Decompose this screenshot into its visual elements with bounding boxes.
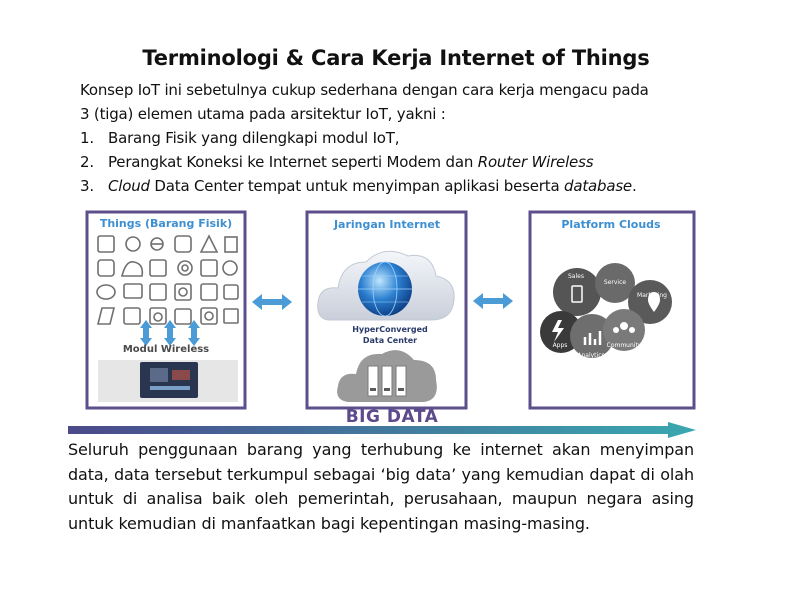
- big-data-label: BIG DATA: [345, 407, 439, 427]
- bubble-label: Apps: [552, 342, 568, 349]
- bubble-label: Marketing: [637, 292, 667, 299]
- list-text-italic: Cloud: [108, 177, 150, 195]
- datacenter-label-2: Data Center: [362, 336, 418, 345]
- cloud-platform-box: [530, 212, 694, 408]
- network-box-title: Jaringan Internet: [333, 218, 441, 231]
- things-box-title: Things (Barang Fisik): [99, 217, 233, 230]
- outro-paragraph: Seluruh penggunaan barang yang terhubung ke internet akan menyimpan data, data tersebut terkumpul sebagai ‘big data’ yang kemudian dapat di olah untuk di analisa baik oleh pemerintah, perusahaan, maupun negara asing untuk kemudian di manfaatkan bagi kepentingan masing-masing.: [68, 440, 694, 533]
- network-box: [307, 212, 466, 408]
- intro-line-2: 3 (tiga) elemen utama pada arsitektur IoT, yakni :: [80, 105, 446, 123]
- bubble-label: Community: [606, 342, 642, 349]
- bubble-label: Analytics: [577, 352, 605, 359]
- bidirectional-arrow-1: [252, 294, 292, 310]
- bubble-label: Service: [603, 279, 627, 286]
- list-number: 3.: [80, 177, 94, 195]
- page-title: Terminologi & Cara Kerja Internet of Things: [142, 46, 650, 70]
- list-text: Data Center tempat untuk menyimpan aplikasi beserta: [149, 177, 565, 195]
- modul-wireless-label: Modul Wireless: [122, 344, 210, 355]
- list-text: .: [631, 177, 637, 195]
- list-text: Barang Fisik yang dilengkapi modul IoT,: [108, 129, 400, 147]
- intro-line-1: Konsep IoT ini sebetulnya cukup sederhana dengan cara kerja mengacu pada: [80, 81, 649, 99]
- bubble-label: Sales: [568, 273, 584, 280]
- datacenter-label-1: HyperConverged: [352, 325, 428, 334]
- circuit-board-image: [98, 360, 238, 402]
- list-number: 1.: [80, 129, 94, 147]
- bidirectional-arrow-2: [473, 293, 513, 309]
- list-text-italic: Router Wireless: [477, 153, 594, 171]
- globe-icon: [358, 262, 412, 316]
- list-text-italic: database: [564, 177, 632, 195]
- list-number: 2.: [80, 153, 94, 171]
- things-box: [87, 212, 245, 408]
- list-text: Perangkat Koneksi ke Internet seperti Modem dan: [108, 153, 478, 171]
- cloud-box-title: Platform Clouds: [561, 218, 661, 231]
